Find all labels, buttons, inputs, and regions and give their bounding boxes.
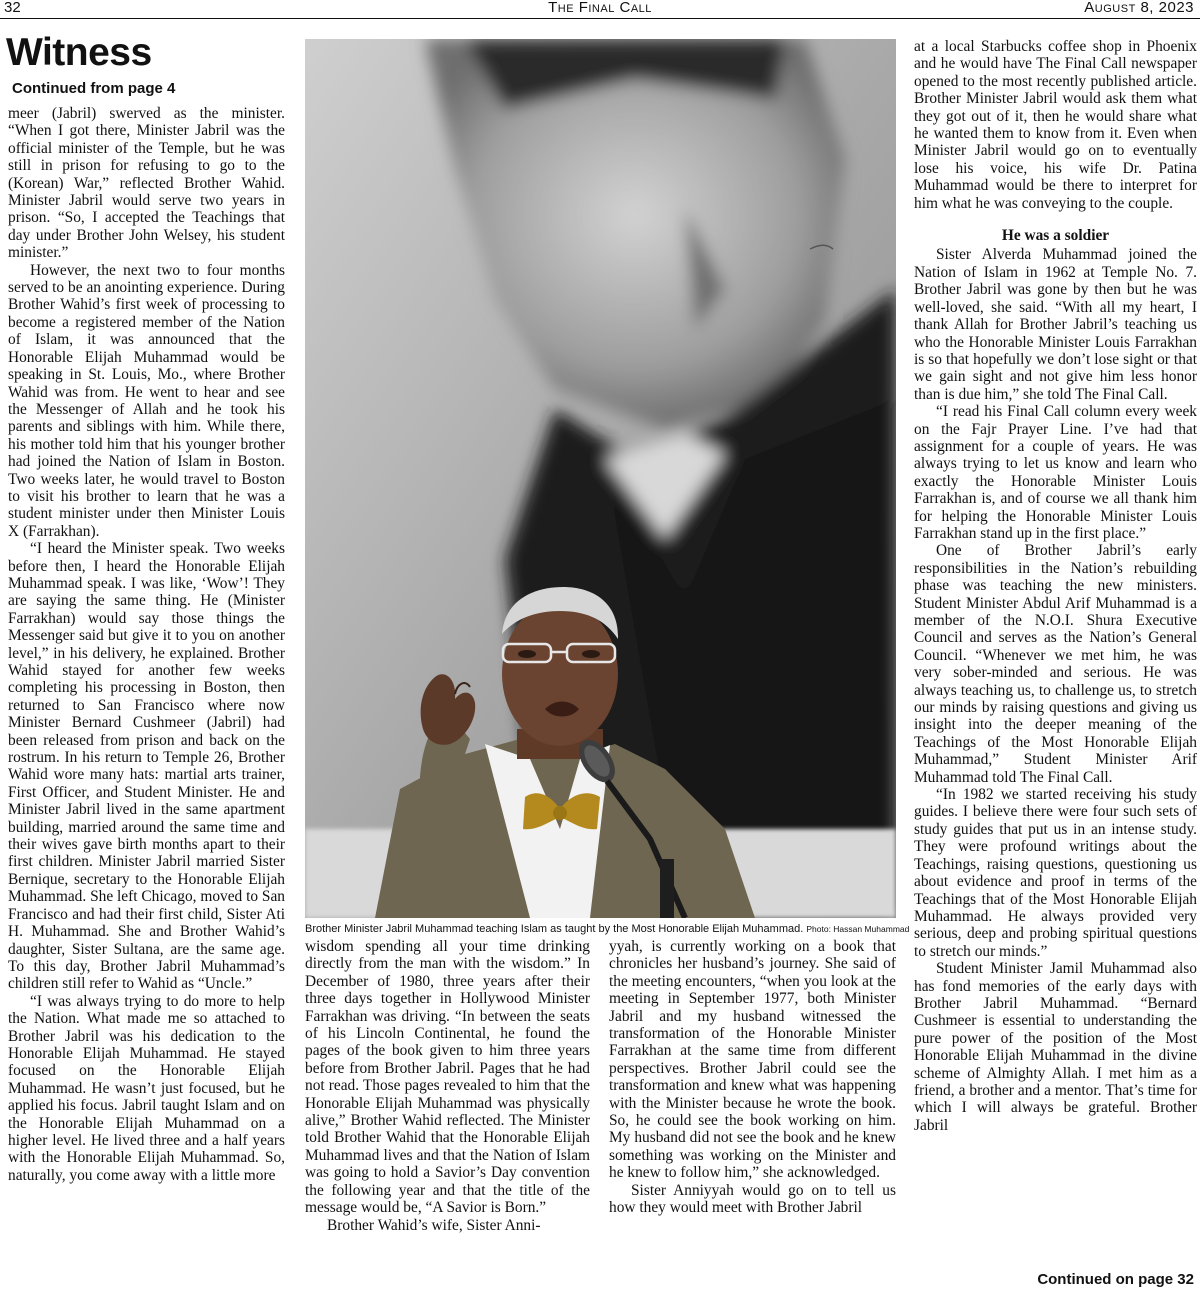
photo-image — [305, 39, 896, 918]
headline: Witness — [6, 31, 152, 74]
article-column-1 — [8, 105, 285, 1184]
paragraph: yyah, is currently working on a book that chronicles her husband’s journey. She said of the meeting encounters, “when you look at the meeting in September 1977, both Minister Jabril and my husband witnessed the transformation of the Honorable Minister Farrakhan at the same time from different perspectives. Brother Jabril could see the transformation and knew what was happening with the Minister because he wrote the book. So, he could see the book working on him. My husband did not see the book and he knew something was working on the Minister and he knew to follow him,” she acknowledged. — [609, 938, 896, 1182]
paragraph: at a local Starbucks coffee shop in Phoenix and he would have The Final Call newspaper opened to the most recently published article. Brother Minister Jabril would ask them what they got out of it, then he would share what he wanted them to know from it. Even when Minister Jabril would go on to eventually lose his voice, his wife Dr. Patina Muhammad would be there to interpret for him what he was conveying to the couple. — [914, 38, 1197, 212]
article-column-2 — [305, 938, 590, 1234]
paragraph: Sister Alverda Muhammad joined the Nation of Islam in 1962 at Temple No. 7. Brother Jabril was gone by then but he was well-loved, she said. “With all my heart, I thank Allah for Brother Jabril’s teaching us who the Honorable Minister Louis Farrakhan is so that hopefully we don’t lose sight or that we gain sight and not give him less honor than is due him,” she told The Final Call. — [914, 246, 1197, 403]
continued-on-label: Continued on page 32 — [1037, 1271, 1194, 1288]
article-column-4 — [914, 38, 1197, 1134]
paragraph: Student Minister Jamil Muhammad also has fond memories of the early days with Brother Jabril Muhammad. “Bernard Cushmeer is essential to understanding the pure power of the position of the Most Honorable Elijah Muhammad in the divine scheme of Almighty Allah. I met him as a friend, a brother and a mentor. That’s time for which I will always be grateful. Brother Jabril — [914, 960, 1197, 1134]
paragraph: wisdom spending all your time drinking directly from the man with the wisdom.” In December of 1980, three years after their three days together in Hollywood Minister Farrakhan was driving. “In between the seats of his Lincoln Continental, he found the pages of the book given to him three years before from Brother Jabril. Pages that he had not read. Those pages revealed to him that the Honorable Elijah Muhammad was physically alive,” Brother Wahid reflected. The Minister told Brother Wahid that the Honorable Elijah Muhammad lives and that the Nation of Islam was going to hold a Savior’s Day convention the following year and that the title of the message would be, “A Savior is Born.” — [305, 938, 590, 1217]
paragraph: “I heard the Minister speak. Two weeks before then, I heard the Honorable Elijah Muhammad speak. I was like, ‘Wow’! They are saying the same thing. He (Minister Farrakhan) would say those things the Messenger said but give it to you on another level,” in his delivery, he explained. Brother Wahid stayed for another few weeks completing his processing in Boston, then returned to San Francisco where now Minister Bernard Cushmeer (Jabril) had been released from prison and back on the rostrum. In his return to Temple 26, Brother Wahid wore many hats: martial arts trainer, First Officer, and Student Minister. He and Minister Jabril lived in the same apartment building, married around the same time and their wives gave birth months apart to their first children. Minister Jabril married Sister Bernique, secretary to the Honorable Elijah Muhammad. She left Chicago, moved to San Francisco and had their first child, Sister Ati H. Muhammad. She and Brother Wahid’s daughter, Sister Sultana, are the same age. To this day, Brother Jabril Muhammad’s children still refer to Wahid as “Uncle.” — [8, 540, 285, 993]
caption-text: Brother Minister Jabril Muhammad teaching Islam as taught by the Most Honorable Elijah Muhammad. — [305, 923, 804, 935]
paragraph: “I was always trying to do more to help the Nation. What made me so attached to Brother Jabril was his dedication to the Honorable Elijah Muhammad. He stayed focused on the Honorable Elijah Muhammad. He wasn’t just focused, but he applied his focus. Jabril taught Islam and on the Honorable Elijah Muhammad on a higher level. He lived three and a half years with the Honorable Elijah Muhammad. So, naturally, you come away with a little more — [8, 992, 285, 1184]
paragraph: “I read his Final Call column every week on the Fajr Prayer Line. I’ve had that assignment for a couple of years. He was always trying to let us know and learn who exactly the Honorable Minister Louis Farrakhan is, and of course we all thank him for helping the Honorable Minister Louis Farrakhan stand up in the first place.” — [914, 403, 1197, 542]
continued-from-label: Continued from page 4 — [12, 80, 176, 97]
paragraph: However, the next two to four months served to be an anointing experience. During Brother Wahid’s first week of processing to become a registered member of the Nation of Islam, it was announced that the Honorable Elijah Muhammad would be speaking in St. Louis, Mo., where Brother Wahid was from. He went to hear and see the Messenger of Allah and he took his parents and siblings with him. While there, his mother told him that his younger brother had joined the Nation of Islam in Boston. Two weeks later, he would travel to Boston to visit his brother to learn that he was a student minister under then Minister Louis X (Farrakhan). — [8, 261, 285, 540]
photo-credit: Photo: Hassan Muhammad — [806, 924, 910, 934]
article-photo — [305, 39, 896, 918]
masthead: The Final Call — [548, 0, 652, 16]
issue-date: August 8, 2023 — [1084, 0, 1194, 16]
article-column-3 — [609, 938, 896, 1217]
paragraph: Brother Wahid’s wife, Sister Anni- — [327, 1216, 541, 1234]
page-header — [0, 0, 1200, 19]
photo-caption — [305, 922, 910, 936]
subhead: He was a soldier — [1001, 227, 1110, 245]
paragraph: Sister Anniyyah would go on to tell us how they would meet with Brother Jabril — [609, 1181, 896, 1217]
paragraph: “In 1982 we started receiving his study guides. I believe there were four such sets of study guides that put us in an intense study. They were profound writings about the Teachings, raising questions, questioning us about evidence and proof in terms of the Teachings that of the Most Honorable Elijah Muhammad. He always provided very serious, deep and probing spiritual questions to stretch our minds.” — [914, 786, 1197, 960]
paragraph: meer (Jabril) swerved as the minister. “When I got there, Minister Jabril was the official minister of the Temple, but he was still in prison for refusing to go to the (Korean) War,” reflected Brother Wahid. Minister Jabril would serve two years in prison. “So, I accepted the Teachings that day under Brother John Welsey, his student minister.” — [8, 105, 285, 262]
paragraph: One of Brother Jabril’s early responsibilities in the Nation’s rebuilding phase was teaching the new ministers. Student Minister Abdul Arif Muhammad is a member of the N.O.I. Shura Executive Council and serves as the Nation’s General Council. “Whenever we met him, he was very sober-minded and serious. He was always teaching us, to challenge us, to stretch our minds by raising questions and giving us insight into the deeper meaning of the Teachings of the Most Honorable Elijah Muhammad,” Student Minister Arif Muhammad told The Final Call. — [914, 542, 1197, 786]
page-number: 32 — [4, 0, 21, 16]
